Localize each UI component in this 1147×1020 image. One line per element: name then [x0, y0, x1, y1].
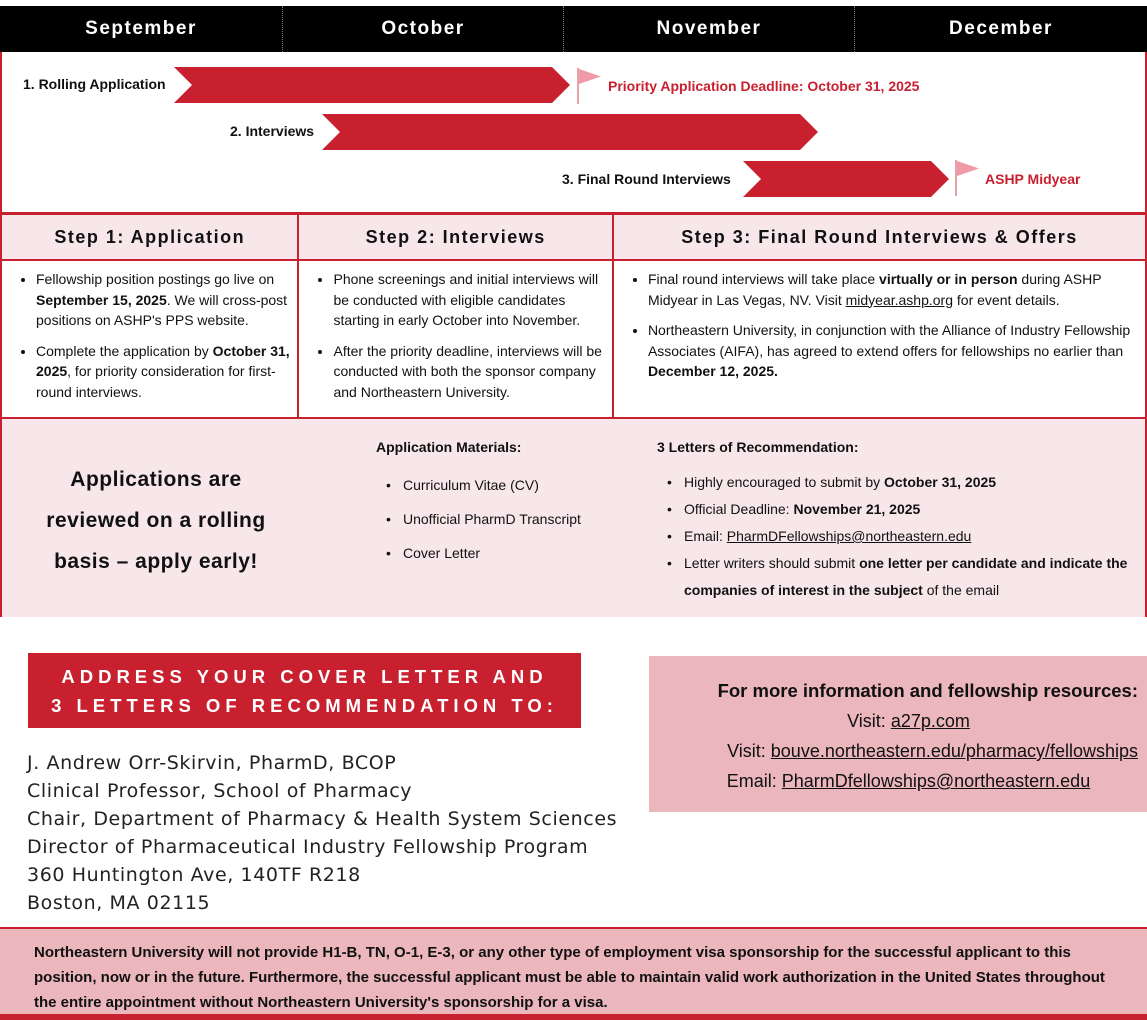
fellowships-email-link[interactable]: PharmDfellowships@northeastern.edu [781, 771, 1091, 791]
step-2-title: Step 2: Interviews [299, 215, 611, 261]
month-september: September [85, 18, 197, 39]
address-line: Chair, Department of Pharmacy & Health System Sciences [27, 808, 618, 830]
midyear-flag-icon [954, 160, 980, 196]
address-line: J. Andrew Orr-Skirvin, PharmD, BCOP [27, 752, 397, 774]
visit-line-1: Visit: a27p.com [847, 711, 970, 731]
step-1 [2, 215, 297, 417]
recommendation-title: 3 Letters of Recommendation: [657, 439, 859, 455]
midyear-link[interactable]: midyear.ashp.org [845, 291, 954, 308]
rec-item-instructions: • Letter writers should submit one letter per candidate and indicate the companies of interest in the subject of the email [665, 550, 1135, 604]
timeline [0, 52, 1147, 214]
step-3-bullet-2: • Northeastern University, in conjunction with the Alliance of Industry Fellowship Associates (AIFA), has agreed to extend offers for fellowships no earlier than December 12, 2025. [648, 320, 1131, 382]
rolling-application-label: 1. Rolling Application [23, 76, 166, 92]
interviews-arrow [322, 114, 818, 150]
rec-email-link[interactable]: PharmDFellowships@northeastern.edu [726, 528, 972, 544]
step-2-bullet-1: • Phone screenings and initial interviews will be conducted with eligible candidates starting in early October into November. [333, 269, 605, 331]
month-december: December [854, 6, 1147, 52]
materials-title: Application Materials: [376, 439, 522, 455]
step-2 [297, 215, 611, 417]
recommendation-list [665, 469, 1135, 604]
address-banner-line-1: ADDRESS YOUR COVER LETTER AND [61, 666, 548, 687]
step-3-title: Step 3: Final Round Interviews & Offers [614, 215, 1145, 261]
more-info-box [649, 656, 1147, 812]
materials-item-cover-letter: • Cover Letter [384, 545, 581, 579]
step-3-bullet-1: • Final round interviews will take place virtually or in person during ASHP Midyear in Las Vegas, NV. Visit midyear.ashp.org for event details. [648, 269, 1131, 310]
address-banner [28, 653, 581, 728]
address-line: Clinical Professor, School of Pharmacy [27, 780, 413, 802]
a27p-link[interactable]: a27p.com [890, 711, 970, 731]
priority-deadline-note: Priority Application Deadline: October 31, 2025 [608, 78, 920, 94]
materials-list [384, 477, 581, 579]
rec-item-encouraged: • Highly encouraged to submit by October 31, 2025 [665, 469, 1135, 496]
month-november: November [563, 6, 854, 52]
step-1-bullet-2: • Complete the application by October 31, 2025, for priority consideration for first-round interviews. [36, 341, 291, 403]
address-banner-line-2: 3 LETTERS OF RECOMMENDATION TO: [51, 695, 558, 716]
rec-item-email: • Email: PharmDFellowships@northeastern.edu [665, 523, 1135, 550]
step-1-title: Step 1: Application [2, 215, 297, 261]
steps-table [0, 213, 1147, 419]
bouve-fellowships-link[interactable]: bouve.northeastern.edu/pharmacy/fellowships [770, 741, 1138, 761]
month-october: October [282, 6, 563, 52]
application-info-band [0, 419, 1147, 617]
month-header [0, 6, 1147, 52]
rolling-basis-text: Applications are reviewed on a rolling basis – apply early! [46, 468, 266, 573]
address-line: Director of Pharmaceutical Industry Fellowship Program [27, 836, 589, 858]
rolling-application-arrow [174, 67, 570, 103]
step-1-bullet-1: • Fellowship position postings go live on September 15, 2025. We will cross-post positions on ASHP's PPS website. [36, 269, 291, 331]
visit-line-2: Visit: bouve.northeastern.edu/pharmacy/fellowships [727, 741, 1138, 761]
step-2-bullet-2: • After the priority deadline, interviews will be conducted with both the sponsor company and Northeastern University. [333, 341, 605, 403]
materials-item-cv: • Curriculum Vitae (CV) [384, 477, 581, 511]
ashp-midyear-note: ASHP Midyear [985, 171, 1081, 187]
more-info-title: For more information and fellowship resources: [717, 680, 1138, 701]
address-line: Boston, MA 02115 [27, 892, 211, 914]
priority-flag-icon [576, 68, 602, 104]
step-3 [612, 215, 1145, 417]
visa-notice: Northeastern University will not provide H1-B, TN, O-1, E-3, or any other type of employment visa sponsorship for the successful applicant to this position, now or in the future. Furthermore, the successful applicant must be able to maintain valid work authorization in the United States throughout the entire appointment without Northeastern University's sponsorship for a visa. [0, 927, 1147, 1014]
mailing-address [27, 749, 617, 917]
interviews-label: 2. Interviews [230, 123, 315, 139]
bottom-accent-bar [0, 1014, 1147, 1020]
final-round-label: 3. Final Round Interviews [562, 171, 731, 187]
rec-item-deadline: • Official Deadline: November 21, 2025 [665, 496, 1135, 523]
final-round-arrow [743, 161, 949, 197]
email-line: Email: PharmDfellowships@northeastern.edu [726, 771, 1091, 791]
materials-item-transcript: • Unofficial PharmD Transcript [384, 511, 581, 545]
address-line: 360 Huntington Ave, 140TF R218 [27, 864, 361, 886]
